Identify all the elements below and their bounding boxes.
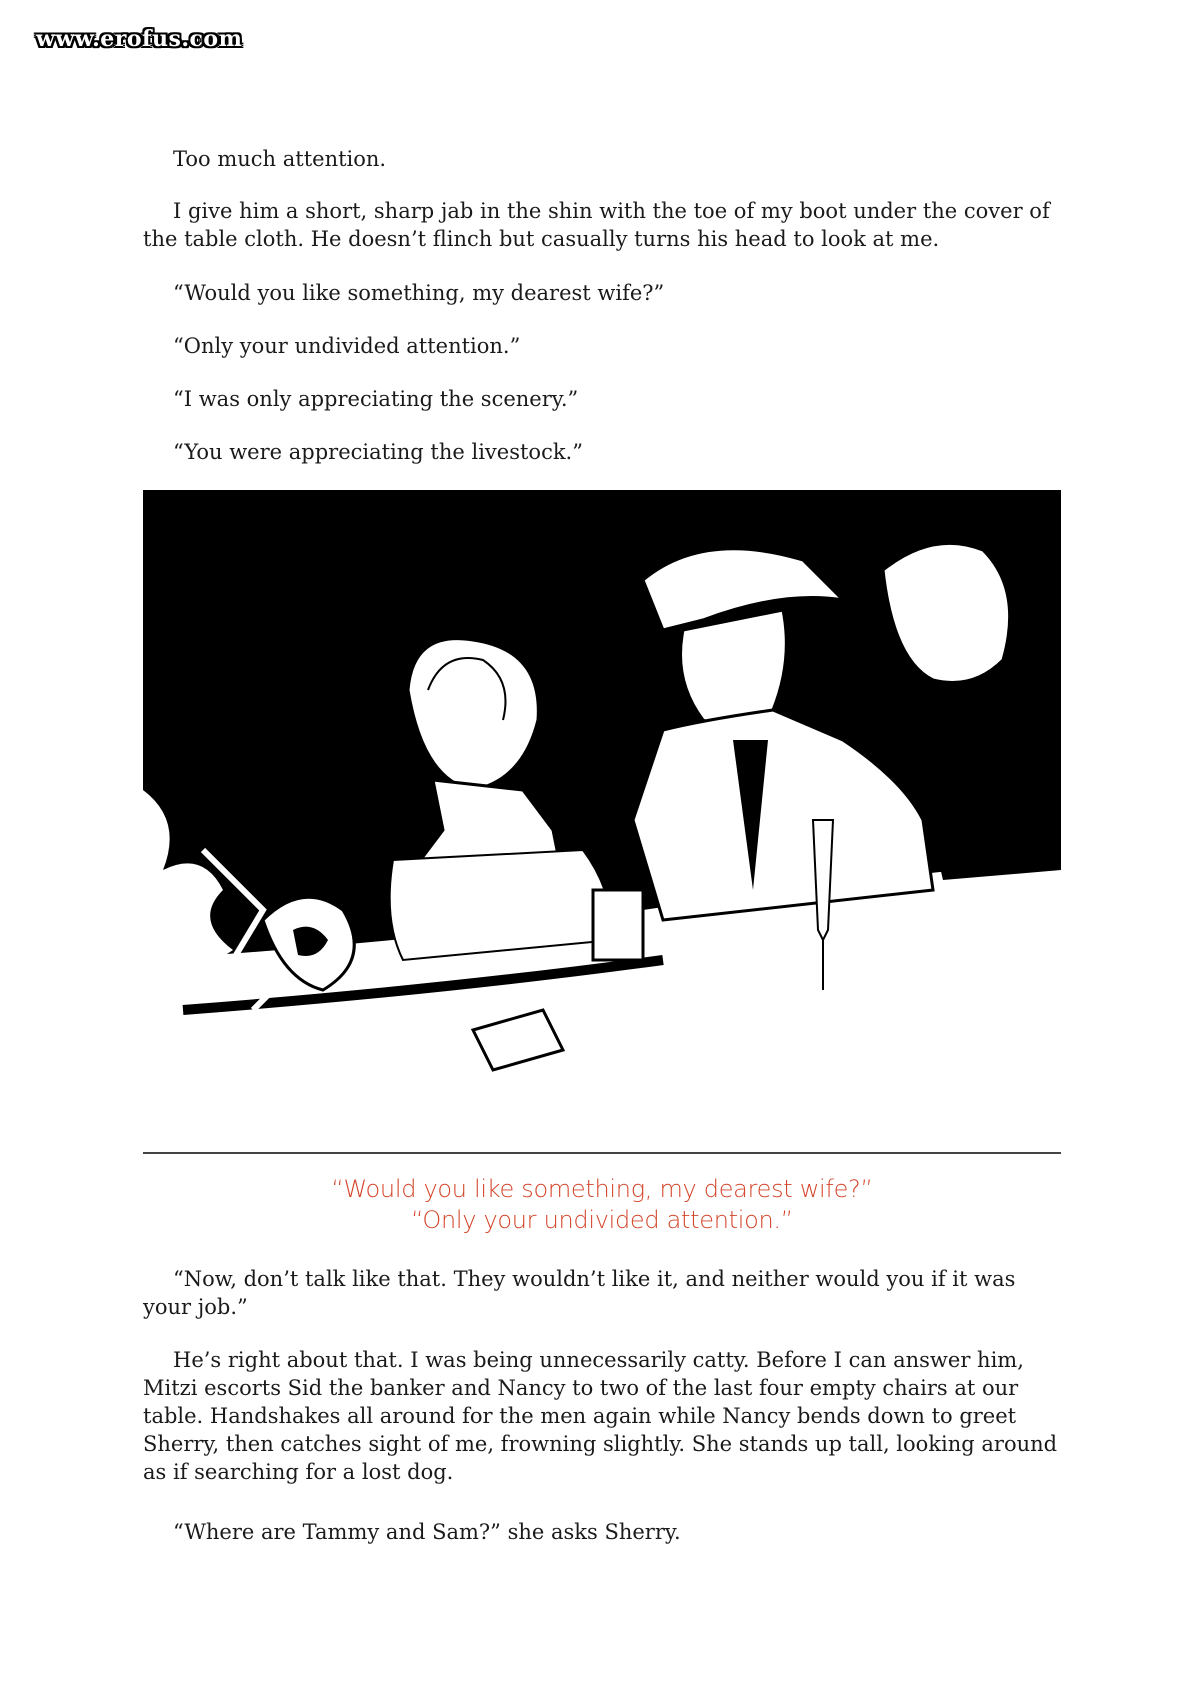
paragraph: I give him a short, sharp jab in the shin with the toe of my boot under the cover of the table cloth. He doesn’t flinch but casually turns his head to look at me. xyxy=(143,199,1050,251)
comic-panel-illustration xyxy=(143,490,1061,1152)
paragraph: “Now, don’t talk like that. They wouldn’t like it, and neither would you if it was your job.” xyxy=(143,1267,1016,1319)
paragraph: “You were appreciating the livestock.” xyxy=(173,440,583,464)
paragraph: “Would you like something, my dearest wife?” xyxy=(173,281,665,305)
panel-caption-line-1: “Would you like something, my dearest wife?” xyxy=(331,1175,873,1203)
panel-caption-line-2: “Only your undivided attention.” xyxy=(411,1206,793,1234)
watermark: www.erofus.com xyxy=(36,26,243,52)
paragraph: “Only your undivided attention.” xyxy=(173,334,521,358)
panel-divider xyxy=(143,1152,1061,1154)
paragraph: Too much attention. xyxy=(173,147,387,171)
paragraph: He’s right about that. I was being unnecessarily catty. Before I can answer him, Mitzi escorts Sid the banker and Nancy to two of the last four empty chairs at our table. Handshakes all around for the men again while Nancy bends down to greet Sherry, then catches sight of me, frowning slightly. She stands up tall, looking around as if searching for a lost dog. xyxy=(143,1348,1058,1484)
paragraph: “Where are Tammy and Sam?” she asks Sherry. xyxy=(173,1520,681,1544)
paragraph: “I was only appreciating the scenery.” xyxy=(173,387,579,411)
